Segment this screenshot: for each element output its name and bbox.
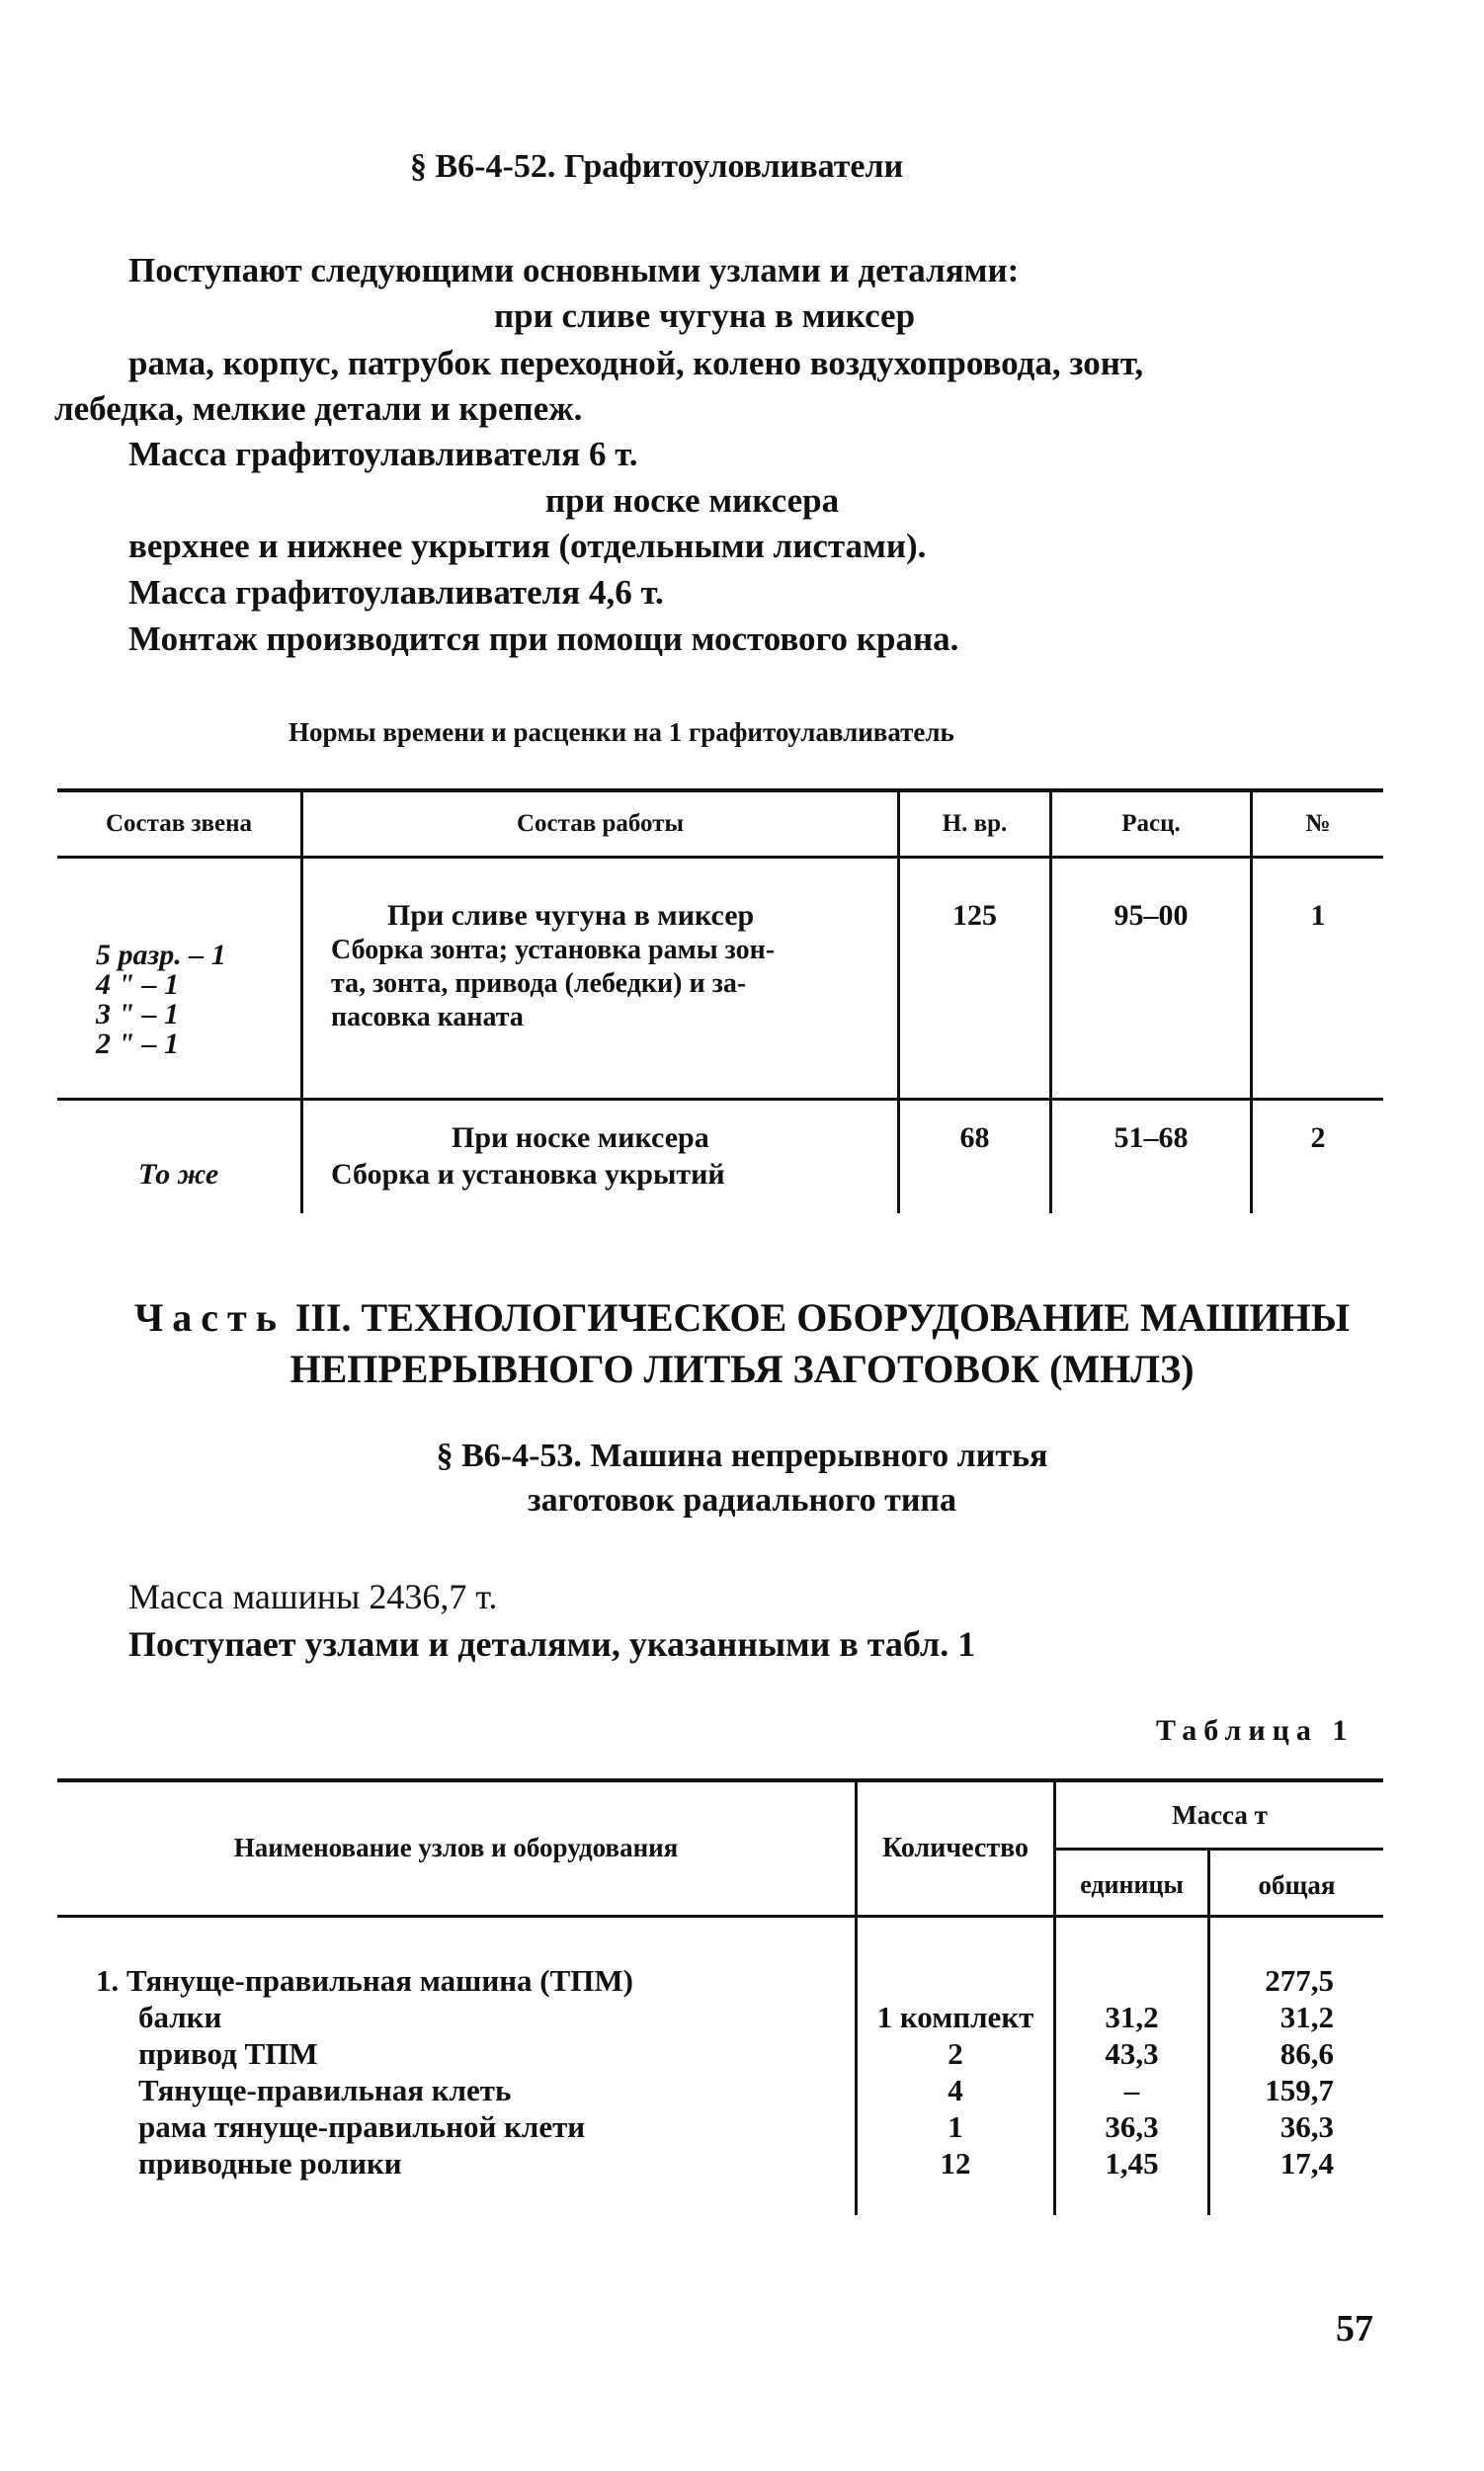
equipment-name: привод ТПМ bbox=[138, 2036, 318, 2071]
mass-text: Масса графитоулавливателя 4,6 т. bbox=[128, 573, 664, 612]
quantity: 2 bbox=[948, 2036, 963, 2071]
equipment-name: 1. Тянуще-правильная машина (ТПМ) bbox=[96, 1963, 633, 1998]
part-title-line: III. ТЕХНОЛОГИЧЕСКОЕ ОБОРУДОВАНИЕ МАШИНЫ bbox=[294, 1295, 1351, 1340]
price-rate: 95–00 bbox=[1113, 899, 1189, 932]
part-title bbox=[0, 1346, 1484, 1392]
crew-member: 5 разр. – 1 bbox=[96, 939, 226, 971]
parts-list: верхнее и нижнее укрытия (отдельными листами). bbox=[128, 527, 927, 565]
total-mass: 36,3 bbox=[1279, 2109, 1334, 2144]
section-title: § В6-4-53. Машина непрерывного литья bbox=[436, 1438, 1048, 1474]
part-title-line: НЕПРЕРЫВНОГО ЛИТЬЯ ЗАГОТОВОК (МНЛЗ) bbox=[289, 1347, 1195, 1391]
row-number: 2 bbox=[1310, 1121, 1326, 1154]
column-header: Н. вр. bbox=[942, 810, 1008, 837]
part-label: Часть bbox=[133, 1295, 286, 1340]
column-header: № bbox=[1305, 810, 1331, 837]
supply-text: Поступает узлами и деталями, указанными в табл. 1 bbox=[128, 1624, 976, 1664]
column-header: единицы bbox=[1080, 1870, 1184, 1899]
work-line: Сборка и установка укрытий bbox=[331, 1158, 725, 1191]
montage-text: Монтаж производится при помощи мостового крана. bbox=[128, 619, 959, 658]
section-title: заготовок радиального типа bbox=[527, 1482, 957, 1519]
quantity: 1 bbox=[948, 2109, 963, 2144]
intro-text: Поступают следующими основными узлами и деталями: bbox=[128, 251, 1020, 289]
crew-member: 4 " – 1 bbox=[96, 968, 180, 1001]
crew-member: 3 " – 1 bbox=[96, 998, 180, 1030]
machine-mass: Масса машины 2436,7 т. bbox=[128, 1577, 498, 1616]
column-header: Состав работы bbox=[516, 810, 685, 837]
table-rule bbox=[57, 1915, 1383, 1918]
part-title bbox=[0, 1294, 1484, 1341]
work-line: пасовка каната bbox=[331, 1002, 524, 1032]
quantity: 12 bbox=[940, 2146, 971, 2181]
column-header: Количество bbox=[881, 1833, 1030, 1863]
total-mass: 159,7 bbox=[1265, 2073, 1334, 2107]
table-column-divider bbox=[300, 790, 303, 1213]
parts-list: рама, корпус, патрубок переходной, колено воздухопровода, зонт, bbox=[128, 344, 1144, 382]
table-rule bbox=[1055, 1848, 1383, 1851]
table-rule bbox=[57, 1098, 1383, 1101]
parts-list: лебедка, мелкие детали и крепеж. bbox=[54, 389, 583, 428]
column-header: общая bbox=[1258, 1870, 1336, 1900]
column-header: Состав звена bbox=[105, 810, 253, 837]
subheading: при носке миксера bbox=[545, 481, 840, 520]
unit-mass: – bbox=[1123, 2073, 1140, 2107]
equipment-name: балки bbox=[138, 2000, 222, 2034]
quantity: 1 комплект bbox=[876, 2000, 1034, 2034]
equipment-name: приводные ролики bbox=[138, 2146, 402, 2181]
table-label: Таблица 1 bbox=[1156, 1714, 1355, 1747]
crew-member: То же bbox=[138, 1158, 219, 1191]
work-title: При носке миксера bbox=[452, 1121, 709, 1154]
price-rate: 51–68 bbox=[1113, 1121, 1189, 1154]
page-number: 57 bbox=[1336, 2308, 1373, 2349]
total-mass: 17,4 bbox=[1279, 2146, 1334, 2181]
unit-mass: 43,3 bbox=[1105, 2036, 1159, 2071]
quantity: 4 bbox=[948, 2073, 963, 2107]
column-header: Масса т bbox=[1172, 1800, 1268, 1830]
unit-mass: 1,45 bbox=[1105, 2146, 1159, 2181]
section-title: § В6-4-52. Графитоуловливатели bbox=[410, 148, 904, 185]
unit-mass: 31,2 bbox=[1105, 2000, 1159, 2034]
work-line: Сборка зонта; установка рамы зон- bbox=[331, 935, 776, 965]
table-rule bbox=[57, 788, 1383, 792]
total-mass: 277,5 bbox=[1265, 1963, 1334, 1998]
unit-mass: 36,3 bbox=[1105, 2109, 1159, 2144]
time-norm: 68 bbox=[959, 1121, 990, 1154]
table-rule bbox=[57, 856, 1383, 859]
equipment-name: рама тянуще-правильной клети bbox=[138, 2109, 586, 2144]
total-mass: 86,6 bbox=[1279, 2036, 1334, 2071]
work-line: та, зонта, привода (лебедки) и за- bbox=[331, 968, 747, 999]
equipment-name: Тянуще-правильная клеть bbox=[138, 2073, 512, 2107]
table-caption: Нормы времени и расценки на 1 графитоулавливатель bbox=[289, 717, 954, 747]
column-header: Наименование узлов и оборудования bbox=[233, 1833, 679, 1862]
subheading: при сливе чугуна в миксер bbox=[494, 296, 916, 335]
table-rule bbox=[57, 1778, 1383, 1782]
time-norm: 125 bbox=[952, 899, 997, 932]
mass-text: Масса графитоулавливателя 6 т. bbox=[128, 435, 638, 473]
column-header: Расц. bbox=[1121, 810, 1181, 837]
row-number: 1 bbox=[1310, 899, 1326, 932]
work-title: При сливе чугуна в миксер bbox=[387, 899, 755, 932]
crew-member: 2 " – 1 bbox=[96, 1028, 180, 1060]
total-mass: 31,2 bbox=[1279, 2000, 1334, 2034]
